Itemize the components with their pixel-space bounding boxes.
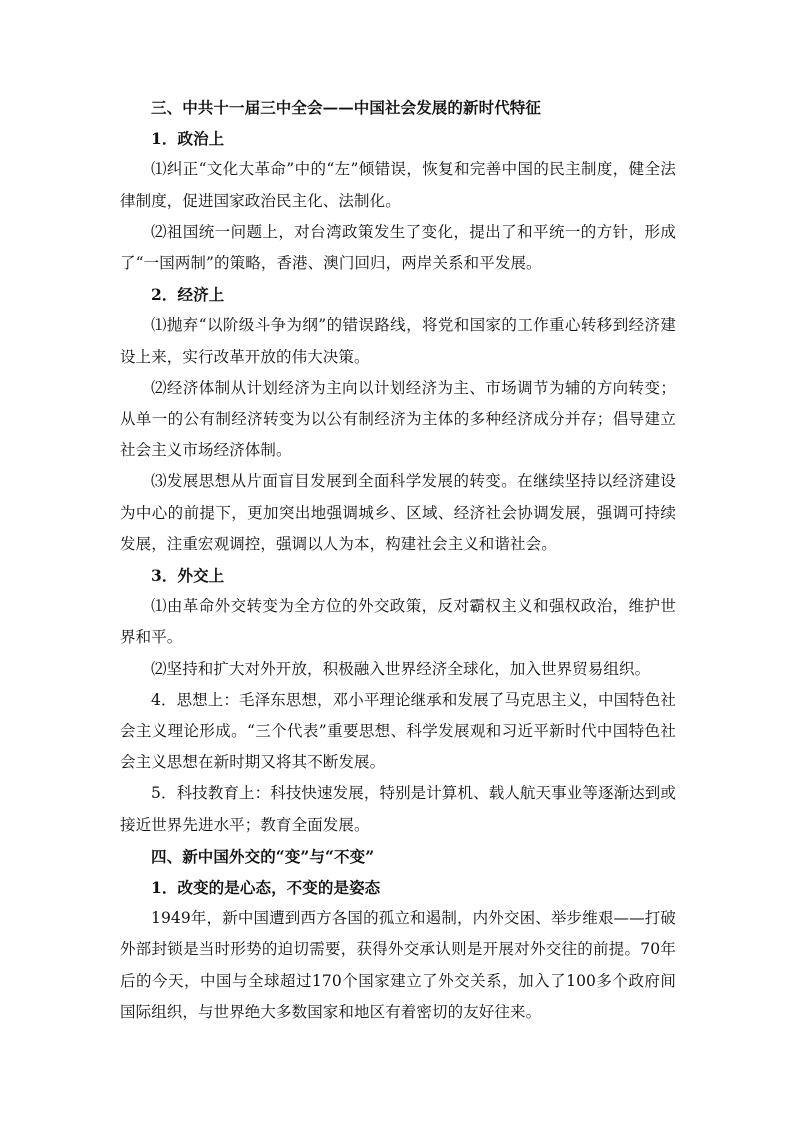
subheading-diplomacy: 3．外交上 (151, 566, 225, 586)
section-heading-four: 四、新中国外交的“变”与“不变” (151, 846, 375, 866)
paragraph-economy-1: ⑴抛弃“以阶级斗争为纲”的错误路线，将党和国家的工作重心转移到经济建设上来，实行改革开放的伟大决策。 (120, 316, 676, 366)
paragraph-diplomacy-1: ⑴由革命外交转变为全方位的外交政策，反对霸权主义和强权政治，维护世界和平。 (120, 597, 676, 647)
paragraph-science-education: 5．科技教育上：科技快速发展，特别是计算机、载人航天事业等逐渐达到或接近世界先进水平；教育全面发展。 (120, 784, 676, 834)
document-page (120, 92, 676, 1028)
paragraph-diplomacy-2: ⑵坚持和扩大对外开放，积极融入世界经济全球化，加入世界贸易组织。 (151, 659, 651, 678)
paragraph-diplomacy-history: 1949年，新中国遭到西方各国的孤立和遏制，内外交困、举步维艰——打破外部封锁是当时形势的迫切需要，获得外交承认则是开展对外交往的前提。70年后的今天，中国与全球超过170个国家建立了外交关系，加入了100多个政府间国际组织，与世界绝大多数国家和地区有着密切的友好往来。 (120, 909, 676, 1021)
subheading-economy: 2．经济上 (151, 285, 225, 305)
section-heading-three: 三、中共十一届三中全会——中国社会发展的新时代特征 (151, 98, 542, 117)
subheading-politics: 1．政治上 (151, 129, 225, 149)
subheading-mindset: 1．改变的是心态，不变的是姿态 (151, 878, 381, 898)
paragraph-ideology: 4．思想上：毛泽东思想，邓小平理论继承和发展了马克思主义，中国特色社会主义理论形成。“三个代表”重要思想、科学发展观和习近平新时代中国特色社会主义思想在新时期又将其不断发展。 (120, 690, 676, 772)
paragraph-economy-2: ⑵经济体制从计划经济为主向以计划经济为主、市场调节为辅的方向转变；从单一的公有制经济转变为以公有制经济为主体的多种经济成分并存；倡导建立社会主义市场经济体制。 (120, 378, 676, 460)
paragraph-politics-1: ⑴纠正“文化大革命”中的“左”倾错误，恢复和完善中国的民主制度，健全法律制度，促进国家政治民主化、法制化。 (120, 160, 676, 210)
paragraph-economy-3: ⑶发展思想从片面盲目发展到全面科学发展的转变。在继续坚持以经济建设为中心的前提下，更加突出地强调城乡、区域、经济社会协调发展，强调可持续发展，注重宏观调控，强调以人为本，构建社会主义和谐社会。 (120, 472, 676, 553)
paragraph-politics-2: ⑵祖国统一问题上，对台湾政策发生了变化，提出了和平统一的方针，形成了“一国两制”的策略，香港、澳门回归，两岸关系和平发展。 (120, 222, 676, 273)
